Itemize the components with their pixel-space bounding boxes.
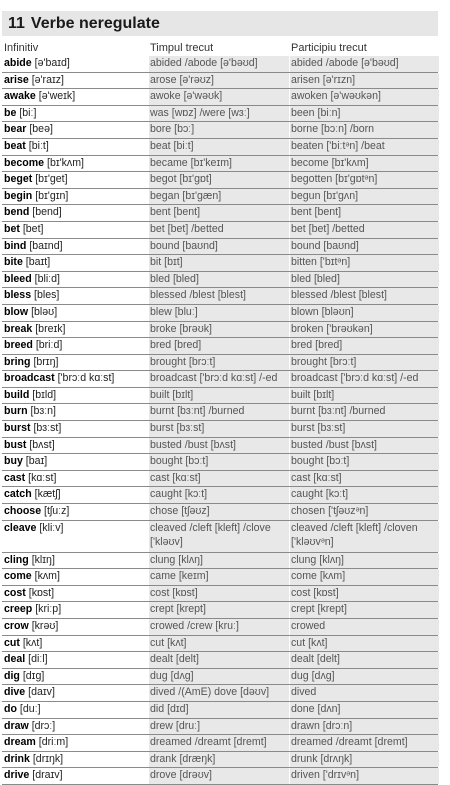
participle-cell: beaten ['biːtᵊn] /beat xyxy=(290,139,439,155)
verb-word: deal xyxy=(4,653,26,666)
verb-word: beat xyxy=(4,139,26,152)
past-cell: cut [kʌt] xyxy=(149,636,289,652)
verb-pronunciation: [krəʊ] xyxy=(31,620,59,632)
past-cell: crowed /crew [kruː] xyxy=(149,619,289,635)
table-header xyxy=(2,42,438,56)
verb-word: bear xyxy=(4,123,27,136)
past-cell: caught [kɔːt] xyxy=(149,487,289,503)
past-cell: dreamed /dreamt [dremt] xyxy=(149,735,289,751)
table-row xyxy=(2,619,438,636)
verb-word: cleave xyxy=(4,521,37,534)
table-row xyxy=(2,73,438,90)
verb-pronunciation: [breɪk] xyxy=(35,322,66,335)
participle-cell: dived xyxy=(290,685,439,701)
table-row xyxy=(2,487,438,504)
infinitive-cell xyxy=(4,255,146,270)
verb-pronunciation: [kɑːst] xyxy=(28,471,57,484)
table-row xyxy=(2,89,438,106)
past-cell: built [bɪlt] xyxy=(149,388,289,404)
table-row xyxy=(2,371,438,388)
verb-word: cut xyxy=(4,636,20,649)
verb-word: choose xyxy=(4,505,42,518)
past-cell: bent [bent] xyxy=(149,205,289,221)
past-cell: bit [bɪt] xyxy=(149,255,289,271)
participle-cell: awoken [ə'wəʊkən] xyxy=(290,89,439,105)
participle-cell: abided /abode [ə'bəʊd] xyxy=(290,56,439,72)
participle-cell: bet [bet] /betted xyxy=(290,222,439,238)
verb-word: broadcast xyxy=(4,372,55,385)
participle-cell: cut [kʌt] xyxy=(290,636,439,652)
participle-cell: cost [kɒst] xyxy=(290,586,439,602)
verb-pronunciation: [baɪnd] xyxy=(29,239,63,252)
verb-pronunciation: [bet] xyxy=(22,222,44,235)
participle-cell: drunk [drʌŋk] xyxy=(290,752,439,768)
past-cell: dug [dʌg] xyxy=(149,669,289,685)
verb-pronunciation: [kætʃ] xyxy=(34,488,61,501)
participle-cell: broadcast ['brɔːd kɑːst] /-ed xyxy=(290,371,439,387)
past-cell: bred [bred] xyxy=(149,338,289,354)
table-row xyxy=(2,305,438,322)
verb-word: burn xyxy=(4,405,28,418)
verb-pronunciation: [bɪld] xyxy=(32,388,57,401)
verb-word: bring xyxy=(4,355,31,368)
verb-word: bleed xyxy=(4,272,32,285)
table-row xyxy=(2,636,438,653)
past-cell: began [bɪ'gæn] xyxy=(149,189,289,205)
verb-pronunciation: [bɪ'get] xyxy=(35,173,68,186)
past-cell: burnt [bɜːnt] /burned xyxy=(149,404,289,420)
participle-cell: blessed /blest [blest] xyxy=(290,288,439,304)
participle-cell: borne [bɔːn] /born xyxy=(290,122,439,138)
infinitive-cell xyxy=(4,669,146,684)
infinitive-cell xyxy=(4,305,146,320)
past-cell: bet [bet] /betted xyxy=(149,222,289,238)
participle-cell: broken ['brəʊkən] xyxy=(290,322,439,338)
infinitive-cell xyxy=(4,172,146,187)
infinitive-cell xyxy=(4,685,146,700)
past-cell: came [keɪm] xyxy=(149,569,289,585)
table-row xyxy=(2,338,438,355)
table-row xyxy=(2,255,438,272)
verb-pronunciation: [baɪ] xyxy=(25,455,48,468)
verb-pronunciation: [drɪŋk] xyxy=(32,752,64,765)
table-row xyxy=(2,586,438,603)
past-cell: did [dɪd] xyxy=(149,702,289,718)
verb-word: abide xyxy=(4,57,32,69)
participle-cell: caught [kɔːt] xyxy=(290,487,439,503)
table-row xyxy=(2,421,438,438)
verb-pronunciation: [bliːd] xyxy=(34,272,60,285)
infinitive-cell xyxy=(4,272,146,287)
section-number: 11 xyxy=(8,14,25,32)
infinitive-cell xyxy=(4,521,146,536)
verb-word: be xyxy=(4,106,17,119)
past-cell: clung [klʌŋ] xyxy=(149,553,289,569)
verb-word: bet xyxy=(4,222,20,235)
table-row xyxy=(2,222,438,239)
participle-cell: bitten ['bɪtᵊn] xyxy=(290,255,439,271)
verb-pronunciation: [baɪt] xyxy=(25,256,51,269)
header-past: Timpul trecut xyxy=(150,42,214,54)
past-cell: busted /bust [bʌst] xyxy=(149,438,289,454)
infinitive-cell xyxy=(4,371,146,386)
verb-pronunciation: [daɪv] xyxy=(28,686,55,699)
infinitive-cell xyxy=(4,338,146,353)
infinitive-cell xyxy=(4,156,146,171)
table-row xyxy=(2,553,438,570)
verb-word: awake xyxy=(4,90,36,103)
infinitive-cell xyxy=(4,569,146,584)
verb-pronunciation: [bend] xyxy=(32,206,62,219)
past-cell: begot [bɪ'gɒt] xyxy=(149,172,289,188)
verb-word: do xyxy=(4,702,17,715)
infinitive-cell xyxy=(4,438,146,453)
verb-word: cling xyxy=(4,553,29,566)
past-cell: was [wɒz] /were [wɜː] xyxy=(149,106,289,122)
infinitive-cell xyxy=(4,487,146,502)
table-row xyxy=(2,205,438,222)
section-title-bar xyxy=(2,11,438,36)
verb-pronunciation: [kɒst] xyxy=(28,586,55,599)
infinitive-cell xyxy=(4,355,146,370)
verb-word: drink xyxy=(4,752,30,765)
table-row xyxy=(2,122,438,139)
infinitive-cell xyxy=(4,735,146,750)
past-cell: became [bɪ'keɪm] xyxy=(149,156,289,172)
infinitive-cell xyxy=(4,205,146,220)
past-cell: dealt [delt] xyxy=(149,652,289,668)
infinitive-cell xyxy=(4,553,146,568)
table-row xyxy=(2,156,438,173)
participle-cell: bred [bred] xyxy=(290,338,439,354)
verb-word: catch xyxy=(4,488,32,501)
verb-pronunciation: [bɪ'kʌm] xyxy=(47,156,84,169)
verb-pronunciation: [ə'raɪz] xyxy=(31,73,64,86)
verb-word: drive xyxy=(4,769,30,782)
table-row xyxy=(2,521,438,553)
participle-cell: begun [bɪ'gʌn] xyxy=(290,189,439,205)
participle-cell: come [kʌm] xyxy=(290,569,439,585)
past-cell: broadcast ['brɔːd kɑːst] /-ed xyxy=(149,371,289,387)
verb-pronunciation: [bɜːst] xyxy=(33,422,62,435)
infinitive-cell xyxy=(4,636,146,651)
past-cell: drove [drəʊv] xyxy=(149,768,289,784)
infinitive-cell xyxy=(4,586,146,601)
table-row xyxy=(2,438,438,455)
verb-pronunciation: [tʃuːz] xyxy=(44,505,70,518)
verb-pronunciation: [bɜːn] xyxy=(30,405,56,418)
participle-cell: dealt [delt] xyxy=(290,652,439,668)
verb-word: become xyxy=(4,156,45,169)
table-row xyxy=(2,504,438,521)
infinitive-cell xyxy=(4,239,146,254)
participle-cell: bought [bɔːt] xyxy=(290,454,439,470)
table-row xyxy=(2,669,438,686)
infinitive-cell xyxy=(4,652,146,667)
verb-word: creep xyxy=(4,603,33,616)
verb-pronunciation: [dɪg] xyxy=(22,669,45,682)
participle-cell: cleaved /cleft [kleft] /cloven ['kləʊvᵊn] xyxy=(290,521,439,552)
table-row xyxy=(2,189,438,206)
infinitive-cell xyxy=(4,602,146,617)
table-row xyxy=(2,172,438,189)
verb-word: bind xyxy=(4,239,27,252)
header-infinitive: Infinitiv xyxy=(4,42,39,54)
table-row xyxy=(2,471,438,488)
verb-pronunciation: [biːt] xyxy=(28,139,49,152)
table-row xyxy=(2,56,438,73)
table-row xyxy=(2,106,438,123)
participle-cell: begotten [bɪ'gɒtᵊn] xyxy=(290,172,439,188)
past-cell: awoke [ə'wəʊk] xyxy=(149,89,289,105)
infinitive-cell xyxy=(4,388,146,403)
verb-pronunciation: [duː] xyxy=(19,702,41,715)
past-cell: bound [baʊnd] xyxy=(149,239,289,255)
verb-word: bend xyxy=(4,206,30,219)
verb-pronunciation: [briːd] xyxy=(35,339,63,352)
infinitive-cell xyxy=(4,189,146,204)
infinitive-cell xyxy=(4,719,146,734)
infinitive-cell xyxy=(4,454,146,469)
past-cell: chose [tʃəʊz] xyxy=(149,504,289,520)
participle-cell: built [bɪlt] xyxy=(290,388,439,404)
past-cell: brought [brɔːt] xyxy=(149,355,289,371)
participle-cell: burnt [bɜːnt] /burned xyxy=(290,404,439,420)
section-title: Verbe neregulate xyxy=(30,14,160,32)
infinitive-cell xyxy=(4,504,146,519)
infinitive-cell xyxy=(4,768,146,783)
past-cell: cleaved /cleft [kleft] /clove ['kləʊv] xyxy=(149,521,289,552)
table-row xyxy=(2,288,438,305)
past-cell: cast [kɑːst] xyxy=(149,471,289,487)
participle-cell: drawn [drɔːn] xyxy=(290,719,439,735)
verb-word: dive xyxy=(4,686,26,699)
participle-cell: dreamed /dreamt [dremt] xyxy=(290,735,439,751)
table-row xyxy=(2,719,438,736)
participle-cell: burst [bɜːst] xyxy=(290,421,439,437)
verb-pronunciation: [kriːp] xyxy=(35,603,62,616)
participle-cell: crept [krept] xyxy=(290,602,439,618)
past-cell: blessed /blest [blest] xyxy=(149,288,289,304)
infinitive-cell xyxy=(4,752,146,767)
table-row xyxy=(2,388,438,405)
table-row xyxy=(2,139,438,156)
verb-pronunciation: [bləʊ] xyxy=(31,305,58,318)
participle-cell: dug [dʌg] xyxy=(290,669,439,685)
table-row xyxy=(2,768,438,785)
verb-pronunciation: [beə] xyxy=(29,123,53,136)
verb-pronunciation: [brɪŋ] xyxy=(33,355,59,368)
table-row xyxy=(2,239,438,256)
verb-word: blow xyxy=(4,305,29,318)
verb-pronunciation: [diːl] xyxy=(28,653,48,666)
verb-word: draw xyxy=(4,719,29,732)
verb-word: bust xyxy=(4,438,27,451)
verb-word: beget xyxy=(4,173,33,186)
participle-cell: crowed xyxy=(290,619,439,635)
verb-word: begin xyxy=(4,189,33,202)
verb-pronunciation: [biː] xyxy=(19,106,37,119)
verb-word: cast xyxy=(4,471,26,484)
participle-cell: driven ['drɪvᵊn] xyxy=(290,768,439,784)
verb-pronunciation: [kliːv] xyxy=(39,521,64,534)
infinitive-cell xyxy=(4,56,146,71)
infinitive-cell xyxy=(4,106,146,121)
participle-cell: done [dʌn] xyxy=(290,702,439,718)
participle-cell: cast [kɑːst] xyxy=(290,471,439,487)
verb-pronunciation: [driːm] xyxy=(38,736,69,749)
verb-word: crow xyxy=(4,620,29,632)
participle-cell: become [bɪ'kʌm] xyxy=(290,156,439,172)
infinitive-cell xyxy=(4,471,146,486)
table-row xyxy=(2,272,438,289)
infinitive-cell xyxy=(4,288,146,303)
past-cell: bought [bɔːt] xyxy=(149,454,289,470)
infinitive-cell xyxy=(4,73,146,88)
verb-pronunciation: [drɔː] xyxy=(31,719,56,732)
verb-word: arise xyxy=(4,73,29,86)
verb-pronunciation: [kʌm] xyxy=(34,570,60,583)
infinitive-cell xyxy=(4,404,146,419)
past-cell: dived /(AmE) dove [dəʊv] xyxy=(149,685,289,701)
infinitive-cell xyxy=(4,222,146,237)
past-cell: abided /abode [ə'bəʊd] xyxy=(149,56,289,72)
past-cell: bore [bɔː] xyxy=(149,122,289,138)
past-cell: drew [druː] xyxy=(149,719,289,735)
verb-word: break xyxy=(4,322,33,335)
past-cell: arose [ə'rəʊz] xyxy=(149,73,289,89)
participle-cell: bent [bent] xyxy=(290,205,439,221)
verb-word: dig xyxy=(4,669,20,682)
verb-pronunciation: [draɪv] xyxy=(32,769,63,782)
verb-pronunciation: [ə'weɪk] xyxy=(38,90,76,103)
participle-cell: been [biːn] xyxy=(290,106,439,122)
verb-word: buy xyxy=(4,455,23,468)
infinitive-cell xyxy=(4,322,146,337)
verb-pronunciation: [bles] xyxy=(34,289,60,302)
table-row xyxy=(2,735,438,752)
verb-pronunciation: ['brɔːd kɑːst] xyxy=(57,372,115,385)
table-row xyxy=(2,569,438,586)
past-cell: burst [bɜːst] xyxy=(149,421,289,437)
verb-pronunciation: [kʌt] xyxy=(22,636,43,649)
table-row xyxy=(2,752,438,769)
header-participle: Participiu trecut xyxy=(291,42,367,54)
participle-cell: bled [bled] xyxy=(290,272,439,288)
participle-cell: arisen [ə'rɪzn] xyxy=(290,73,439,89)
table-row xyxy=(2,404,438,421)
table-row xyxy=(2,685,438,702)
past-cell: crept [krept] xyxy=(149,602,289,618)
verb-table-body xyxy=(2,56,438,785)
table-row xyxy=(2,322,438,339)
verb-word: bite xyxy=(4,256,23,269)
past-cell: beat [biːt] xyxy=(149,139,289,155)
participle-cell: chosen ['tʃəʊzᵊn] xyxy=(290,504,439,520)
table-row xyxy=(2,702,438,719)
verb-pronunciation: [klɪŋ] xyxy=(31,553,55,566)
table-row xyxy=(2,602,438,619)
verb-word: burst xyxy=(4,422,31,435)
verb-pronunciation: [ə'baɪd] xyxy=(34,57,70,69)
past-cell: cost [kɒst] xyxy=(149,586,289,602)
infinitive-cell xyxy=(4,421,146,436)
verb-pronunciation: [bʌst] xyxy=(29,438,55,451)
verb-word: come xyxy=(4,570,32,583)
participle-cell: brought [brɔːt] xyxy=(290,355,439,371)
past-cell: broke [brəʊk] xyxy=(149,322,289,338)
participle-cell: blown [bləʊn] xyxy=(290,305,439,321)
verb-word: dream xyxy=(4,736,36,749)
verb-word: build xyxy=(4,388,30,401)
infinitive-cell xyxy=(4,139,146,154)
infinitive-cell xyxy=(4,702,146,717)
verb-word: cost xyxy=(4,586,26,599)
participle-cell: bound [baʊnd] xyxy=(290,239,439,255)
infinitive-cell xyxy=(4,89,146,104)
table-row xyxy=(2,355,438,372)
verb-word: breed xyxy=(4,339,33,352)
participle-cell: clung [klʌŋ] xyxy=(290,553,439,569)
past-cell: bled [bled] xyxy=(149,272,289,288)
participle-cell: busted /bust [bʌst] xyxy=(290,438,439,454)
table-row xyxy=(2,652,438,669)
table-row xyxy=(2,454,438,471)
verb-word: bless xyxy=(4,289,32,302)
infinitive-cell xyxy=(4,122,146,137)
past-cell: blew [bluː] xyxy=(149,305,289,321)
past-cell: drank [dræŋk] xyxy=(149,752,289,768)
infinitive-cell xyxy=(4,619,146,634)
verb-pronunciation: [bɪ'gɪn] xyxy=(35,189,69,202)
